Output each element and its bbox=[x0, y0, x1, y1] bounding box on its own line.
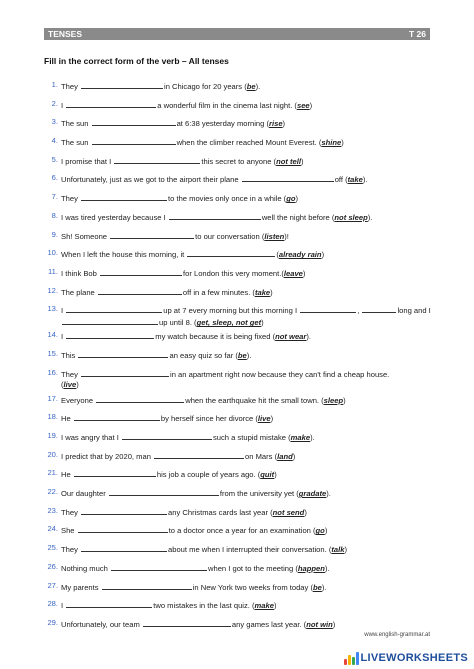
question-text: ) bbox=[304, 507, 307, 517]
answer-blank[interactable] bbox=[66, 330, 154, 339]
question-item bbox=[44, 267, 436, 286]
question-item bbox=[44, 330, 436, 349]
question-text: ) bbox=[273, 601, 277, 611]
question-number: 13. bbox=[47, 304, 58, 314]
verb-hint: talk bbox=[331, 545, 345, 555]
question-text: long and I bbox=[397, 306, 431, 316]
question-text: in Chicago for 20 years ( bbox=[164, 82, 247, 91]
answer-blank[interactable] bbox=[81, 368, 169, 377]
question-text: up until 8. ( bbox=[159, 318, 197, 328]
question-number: 23. bbox=[47, 505, 58, 515]
question-text: Unfortunately, just as we got to the airport their plane bbox=[61, 175, 239, 185]
question-text: ) bbox=[300, 156, 304, 166]
question-item bbox=[44, 468, 436, 487]
question-number: 26. bbox=[47, 561, 58, 571]
question-text: When I left the house this morning, it bbox=[61, 250, 185, 260]
question-item bbox=[44, 368, 436, 394]
question-text: They bbox=[61, 507, 78, 517]
question-item bbox=[44, 286, 436, 305]
answer-blank[interactable] bbox=[62, 316, 158, 325]
question-number: 16. bbox=[47, 367, 58, 377]
question-text: in New York two weeks from today ( bbox=[192, 582, 313, 592]
answer-blank[interactable] bbox=[66, 99, 156, 108]
question-text: I was tired yesterday because I bbox=[61, 212, 166, 222]
verb-hint: quit bbox=[260, 470, 275, 480]
answer-blank[interactable] bbox=[74, 412, 160, 421]
question-text: by herself since her divorce ( bbox=[160, 414, 258, 424]
question-item bbox=[44, 450, 436, 469]
question-number: 4. bbox=[51, 136, 58, 146]
verb-hint: be bbox=[237, 350, 247, 360]
question-number: 29. bbox=[47, 617, 58, 627]
question-number: 22. bbox=[47, 487, 58, 497]
verb-hint: listen bbox=[264, 231, 285, 241]
question-text: when the earthquake hit the small town. ( bbox=[185, 395, 324, 405]
question-text: Our daughter bbox=[61, 489, 106, 499]
answer-blank[interactable] bbox=[66, 599, 152, 608]
question-text: ) bbox=[295, 194, 299, 204]
question-number: 12. bbox=[47, 285, 58, 295]
question-text: any games last year. ( bbox=[231, 619, 307, 629]
worksheet-header bbox=[44, 28, 430, 40]
verb-hint: shine bbox=[321, 138, 342, 148]
question-text: They bbox=[61, 82, 78, 91]
question-text: his job a couple of years ago. ( bbox=[156, 470, 261, 480]
question-text: He bbox=[61, 470, 71, 480]
answer-blank[interactable] bbox=[362, 304, 396, 313]
question-item bbox=[44, 304, 436, 330]
question-item bbox=[44, 543, 436, 562]
question-text: He bbox=[61, 414, 71, 424]
question-number: 9. bbox=[51, 229, 58, 239]
verb-hint: make bbox=[254, 601, 274, 611]
question-text: I promise that I bbox=[61, 156, 112, 166]
question-text: The sun bbox=[61, 119, 89, 129]
question-text: I was angry that I bbox=[61, 433, 119, 442]
verb-hint: rise bbox=[269, 119, 283, 129]
answer-blank[interactable] bbox=[154, 450, 244, 459]
verb-hint: make bbox=[290, 433, 311, 442]
answer-blank[interactable] bbox=[96, 394, 184, 403]
answer-blank[interactable] bbox=[100, 267, 182, 276]
question-text: ) bbox=[274, 470, 277, 480]
verb-hint: leave bbox=[283, 268, 303, 278]
question-text: when the climber reached Mount Everest. ( bbox=[176, 138, 322, 148]
question-text: such a stupid mistake ( bbox=[212, 433, 291, 442]
question-item bbox=[44, 487, 436, 506]
verb-hint: go bbox=[315, 526, 325, 536]
verb-hint: not send bbox=[272, 507, 305, 517]
question-number: 24. bbox=[47, 524, 58, 534]
question-text: ) bbox=[321, 250, 325, 260]
question-text: ). bbox=[246, 350, 252, 360]
question-text: ) bbox=[282, 119, 286, 129]
question-number: 14. bbox=[47, 330, 58, 340]
question-item bbox=[44, 349, 436, 368]
question-number: 15. bbox=[47, 348, 58, 358]
header-code: T 26 bbox=[408, 29, 426, 39]
answer-blank[interactable] bbox=[187, 248, 275, 257]
question-item bbox=[44, 581, 436, 600]
instructions: Fill in the correct form of the verb – All tenses bbox=[44, 56, 229, 66]
footer-url: www.english-grammar.at bbox=[364, 632, 430, 638]
question-text: Everyone bbox=[61, 395, 94, 405]
question-text: ). bbox=[326, 489, 331, 499]
question-list bbox=[44, 80, 436, 637]
question-text: ) bbox=[332, 619, 336, 629]
question-text: ) bbox=[76, 379, 79, 389]
answer-blank[interactable] bbox=[102, 581, 192, 590]
answer-blank[interactable] bbox=[114, 155, 200, 164]
question-number: 17. bbox=[47, 393, 58, 403]
question-item bbox=[44, 99, 436, 118]
question-text: They bbox=[61, 194, 78, 204]
question-number: 8. bbox=[51, 210, 58, 220]
verb-hint: go bbox=[286, 194, 296, 204]
question-text: , bbox=[357, 306, 360, 316]
question-item bbox=[44, 117, 436, 136]
question-text: ) bbox=[270, 414, 274, 424]
question-number: 27. bbox=[47, 580, 58, 590]
question-text: Nothing much bbox=[61, 563, 108, 573]
answer-blank[interactable] bbox=[81, 543, 167, 552]
answer-blank[interactable] bbox=[78, 524, 168, 533]
question-text: This bbox=[61, 350, 76, 360]
question-text: ). bbox=[321, 582, 327, 592]
brand-name: LIVEWORKSHEETS bbox=[360, 652, 468, 664]
question-text: ) bbox=[309, 100, 313, 110]
answer-blank[interactable] bbox=[81, 80, 163, 89]
question-text: ) bbox=[292, 451, 296, 461]
verb-hint: not wear bbox=[275, 332, 307, 342]
question-item bbox=[44, 211, 436, 230]
question-item bbox=[44, 248, 436, 267]
question-text: She bbox=[61, 526, 75, 536]
bar-chart-logo-icon bbox=[344, 651, 358, 665]
answer-blank[interactable] bbox=[143, 618, 231, 627]
question-number: 20. bbox=[47, 449, 58, 459]
question-number: 28. bbox=[47, 599, 58, 609]
verb-hint: already rain bbox=[278, 250, 322, 260]
verb-hint: see bbox=[296, 100, 310, 110]
question-text: this secret to anyone ( bbox=[201, 156, 277, 166]
question-item bbox=[44, 506, 436, 525]
question-number: 3. bbox=[51, 117, 58, 127]
answer-blank[interactable] bbox=[92, 117, 176, 126]
question-text: my watch because it is being fixed ( bbox=[155, 332, 276, 342]
question-item bbox=[44, 394, 436, 413]
question-text: two mistakes in the last quiz. ( bbox=[153, 601, 255, 611]
question-text: any Christmas cards last year ( bbox=[168, 507, 273, 517]
question-item bbox=[44, 524, 436, 543]
answer-blank[interactable] bbox=[242, 173, 334, 182]
verb-hint: not win bbox=[306, 619, 333, 629]
question-text: ). bbox=[362, 175, 368, 185]
question-number: 5. bbox=[51, 154, 58, 164]
question-item bbox=[44, 230, 436, 249]
question-item bbox=[44, 192, 436, 211]
question-item bbox=[44, 173, 436, 192]
question-item bbox=[44, 431, 436, 450]
question-item bbox=[44, 412, 436, 431]
answer-blank[interactable] bbox=[109, 487, 219, 496]
question-text: ). bbox=[306, 332, 311, 342]
question-text: I think Bob bbox=[61, 268, 97, 278]
question-text: ( bbox=[276, 250, 279, 260]
question-number: 11. bbox=[48, 266, 58, 276]
question-text: up at 7 every morning but this morning I bbox=[163, 306, 298, 316]
question-text: to our conversation ( bbox=[195, 231, 265, 241]
question-text: ) bbox=[343, 395, 346, 405]
question-item bbox=[44, 136, 436, 155]
question-text: ( bbox=[61, 379, 64, 389]
question-text: I predict that by 2020, man bbox=[61, 451, 151, 461]
verb-hint: gradate bbox=[298, 489, 327, 499]
question-text: ). bbox=[255, 82, 261, 91]
verb-hint: live bbox=[63, 379, 77, 389]
question-number: 21. bbox=[47, 468, 58, 478]
answer-blank[interactable] bbox=[92, 136, 176, 145]
question-number: 19. bbox=[47, 431, 58, 440]
question-text: about me when I interrupted their conversation. ( bbox=[168, 545, 332, 555]
question-text: off ( bbox=[334, 175, 348, 185]
question-text: well the night before ( bbox=[261, 212, 335, 222]
question-text: at 6:38 yesterday morning ( bbox=[176, 119, 270, 129]
verb-hint: not sleep bbox=[334, 212, 368, 222]
question-text: to the movies only once in a while ( bbox=[168, 194, 287, 204]
verb-hint: take bbox=[347, 175, 363, 185]
answer-blank[interactable] bbox=[122, 431, 212, 440]
question-text: I bbox=[61, 306, 64, 316]
question-text: I bbox=[61, 601, 64, 611]
verb-hint: live bbox=[257, 414, 271, 424]
question-item bbox=[44, 599, 436, 618]
question-text: an easy quiz so far ( bbox=[169, 350, 238, 360]
header-title: TENSES bbox=[48, 29, 83, 39]
answer-blank[interactable] bbox=[81, 506, 167, 515]
answer-blank[interactable] bbox=[300, 304, 356, 313]
question-text: ). bbox=[324, 563, 330, 573]
question-text: to a doctor once a year for an examination ( bbox=[168, 526, 316, 536]
question-text: for London this very moment.( bbox=[183, 268, 284, 278]
question-number: 10. bbox=[47, 248, 58, 258]
question-number: 7. bbox=[51, 192, 58, 202]
question-item bbox=[44, 80, 436, 99]
question-text: on Mars ( bbox=[245, 451, 278, 461]
question-text: Sh! Someone bbox=[61, 231, 108, 241]
answer-blank[interactable] bbox=[111, 562, 207, 571]
question-item bbox=[44, 562, 436, 581]
question-item bbox=[44, 155, 436, 174]
question-text: They bbox=[61, 545, 78, 555]
answer-blank[interactable] bbox=[78, 349, 168, 358]
liveworksheets-logo[interactable] bbox=[344, 651, 469, 665]
answer-blank[interactable] bbox=[110, 230, 194, 239]
question-text: ). bbox=[310, 433, 315, 442]
question-text: in an apartment right now because they can't find a cheap house. bbox=[170, 369, 390, 379]
question-number: 2. bbox=[51, 98, 58, 108]
verb-hint: land bbox=[277, 451, 293, 461]
verb-hint: be bbox=[312, 582, 322, 592]
question-line-2 bbox=[61, 380, 436, 390]
verb-hint: take bbox=[254, 287, 271, 297]
verb-hint: sleep bbox=[323, 395, 344, 405]
question-text: off in a few minutes. ( bbox=[182, 287, 255, 297]
verb-hint: happen bbox=[297, 563, 325, 573]
answer-blank[interactable] bbox=[98, 286, 182, 295]
question-number: 1. bbox=[51, 80, 58, 89]
question-text: from the university yet ( bbox=[219, 489, 299, 499]
question-text: ) bbox=[324, 526, 328, 536]
question-line-2 bbox=[61, 316, 436, 328]
question-text: They bbox=[61, 369, 78, 379]
answer-blank[interactable] bbox=[81, 192, 167, 201]
verb-hint: be bbox=[246, 82, 256, 91]
question-text: I bbox=[61, 100, 64, 110]
answer-blank[interactable] bbox=[169, 211, 261, 220]
question-text: ) bbox=[261, 318, 264, 328]
question-text: The sun bbox=[61, 138, 89, 148]
question-text: ) bbox=[270, 287, 273, 297]
question-number: 6. bbox=[51, 173, 58, 183]
question-text: ) bbox=[341, 138, 344, 148]
question-text: I bbox=[61, 332, 64, 342]
question-text: ). bbox=[367, 212, 373, 222]
question-text: ) bbox=[344, 545, 347, 555]
question-text: )! bbox=[284, 231, 289, 241]
question-text: a wonderful film in the cinema last night. ( bbox=[157, 100, 297, 110]
verb-hint: not tell bbox=[276, 156, 301, 166]
question-number: 18. bbox=[47, 412, 58, 422]
question-text: The plane bbox=[61, 287, 95, 297]
answer-blank[interactable] bbox=[66, 304, 162, 313]
question-text: ) bbox=[302, 268, 306, 278]
answer-blank[interactable] bbox=[74, 468, 156, 477]
question-number: 25. bbox=[47, 543, 58, 553]
verb-hint: get, sleep, not get bbox=[196, 318, 262, 328]
question-text: Unfortunately, our team bbox=[61, 619, 140, 629]
question-text: My parents bbox=[61, 582, 99, 592]
question-text: when I got to the meeting ( bbox=[207, 563, 298, 573]
